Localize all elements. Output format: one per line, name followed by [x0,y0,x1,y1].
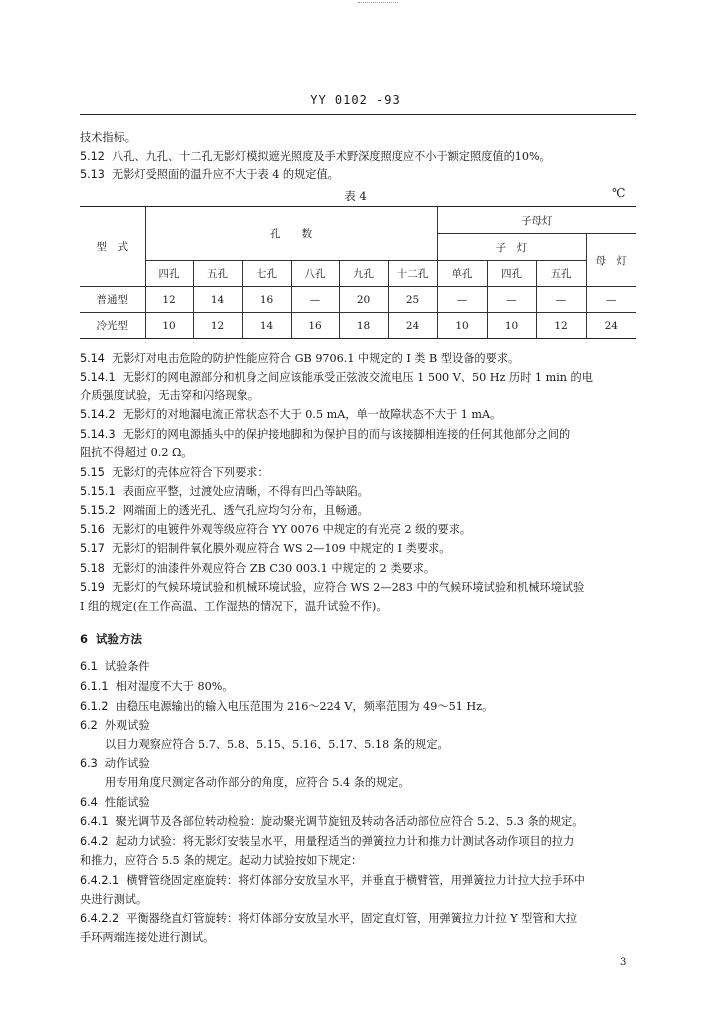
paragraph-indented: 以目力观察应符合 5.7、5.8、5.15、5.16、5.17、5.18 条的规定。 [105,738,449,751]
table-cell: — [437,287,487,313]
table-row [80,287,636,313]
paragraph: 6.3 动作试验 [80,757,150,770]
table-unit: ℃ [612,186,626,200]
standard-code-header: YY 0102 -93 [310,93,401,107]
table-cell: 10 [487,313,536,339]
table-cell: 16 [242,287,291,313]
paragraph: 6.1.2 由稳压电源输出的输入电压范围为 216～224 V，频率范围为 49～51 Hz。 [80,700,494,713]
table-header-holes: 孔 数 [145,207,437,261]
paragraph-5-13: 5.13 无影灯受照面的温升应不大于表 4 的规定值。 [80,168,339,181]
table-cell: — [291,287,339,313]
table-cell: 12 [145,287,193,313]
table-cell: — [586,287,636,313]
table-cell: 12 [193,313,242,339]
table-header-cell: 单孔 [437,261,487,287]
table-cell-type: 冷光型 [80,313,145,339]
table-header-cell: 四孔 [145,261,193,287]
paragraph: 技术指标。 [80,131,136,144]
paragraph-5-12: 5.12 八孔、九孔、十二孔无影灯模拟遮光照度及手术野深度照度应不小于额定照度值的10%。 [80,150,551,163]
paragraph: 6.1 试验条件 [80,660,150,673]
table-cell: 14 [193,287,242,313]
paragraph-continuation: 和推力，应符合 5.5 条的规定。起动力试验按如下规定： [80,854,363,867]
paragraph: 5.19 无影灯的气候环境试验和机械环境试验，应符合 WS 2—283 中的气候环境试验和机械环境试验 [80,581,585,594]
table-cell: 14 [242,313,291,339]
paragraph: 6.4.1 聚光调节及各部位转动检验：旋动聚光调节旋钮及转动各活动部位应符合 5.2、5.3 条的规定。 [80,815,584,828]
table-header-cell: 八孔 [291,261,339,287]
table-cell: 25 [388,287,437,313]
table-header-cell: 五孔 [536,261,586,287]
table-title: 表 4 [344,189,367,203]
paragraph-continuation: Ⅰ 组的规定(在工作高温、工作湿热的情况下，温升试验不作)。 [80,600,388,613]
page-number: 3 [620,957,627,968]
table-header-cell: 四孔 [487,261,536,287]
table-header-child-lamp: 子 灯 [437,234,586,261]
paragraph-continuation: 介质强度试验，无击穿和闪络现象。 [80,389,260,402]
table-row [80,313,636,339]
table-cell: — [536,287,586,313]
scan-artifact [358,2,398,3]
paragraph: 5.16 无影灯的电镀件外观等级应符合 YY 0076 中规定的有光亮 2 级的要求。 [80,523,472,536]
table-cell: 10 [145,313,193,339]
paragraph-continuation: 央进行测试。 [80,893,148,906]
table-cell: 20 [339,287,388,313]
table-header-cell: 七孔 [242,261,291,287]
paragraph: 6.4.2.2 平衡器绕直灯管旋转：将灯体部分安放呈水平，固定直灯管，用弹簧拉力计拉 Y 型管和大拉 [80,912,578,925]
paragraph: 5.14 无影灯对电击危险的防护性能应符合 GB 9706.1 中规定的 Ⅰ 类 B 型设备的要求。 [80,352,520,365]
table-cell: 18 [339,313,388,339]
table-header-cell: 五孔 [193,261,242,287]
section-heading-6: 6 试验方法 [80,632,143,646]
table-cell: — [487,287,536,313]
paragraph: 5.14.2 无影灯的对地漏电流正常状态不大于 0.5 mA，单一故障状态不大于 1 mA。 [80,408,502,421]
table-header-cell: 十二孔 [388,261,437,287]
paragraph: 5.17 无影灯的铝制件氧化膜外观应符合 WS 2—109 中规定的 Ⅰ 类要求。 [80,542,451,555]
table-header-type: 型 式 [80,207,145,287]
paragraph: 6.2 外观试验 [80,719,150,732]
temperature-rise-table [80,206,636,339]
paragraph-continuation: 阻抗不得超过 0.2 Ω。 [80,446,193,459]
paragraph: 6.4.2 起动力试验：将无影灯安装呈水平，用量程适当的弹簧拉力计和推力计测试各动作项目的拉力 [80,835,575,848]
paragraph: 5.15 无影灯的壳体应符合下列要求： [80,466,269,479]
paragraph: 6.1.1 相对湿度不大于 80%。 [80,680,234,693]
table-cell: 10 [437,313,487,339]
paragraph: 6.4 性能试验 [80,796,150,809]
table-cell: 24 [586,313,636,339]
table-cell-type: 普通型 [80,287,145,313]
paragraph: 5.18 无影灯的油漆件外观应符合 ZB C30 003.1 中规定的 2 类要求。 [80,562,436,575]
table-cell: 16 [291,313,339,339]
paragraph-continuation: 手环两端连接处进行测试。 [80,931,215,944]
paragraph: 5.15.2 网端面上的透光孔、透气孔应均匀分布，且畅通。 [80,504,369,517]
table-header-mother-lamp: 母 灯 [586,234,636,287]
table-cell: 24 [388,313,437,339]
table-header-mother-child: 子母灯 [437,207,636,234]
paragraph: 5.15.1 表面应平整，过渡处应清晰，不得有凹凸等缺陷。 [80,485,369,498]
paragraph: 5.14.1 无影灯的网电源部分和机身之间应该能承受正弦波交流电压 1 500 V、50 Hz 历时 1 min 的电 [80,371,593,384]
table-cell: 12 [536,313,586,339]
table-header-cell: 九孔 [339,261,388,287]
paragraph: 5.14.3 无影灯的网电源插头中的保护接地脚和为保护目的而与该接脚相连接的任何其他部分之间的 [80,428,571,441]
paragraph-indented: 用专用角度尺测定各动作部分的角度，应符合 5.4 条的规定。 [105,776,410,789]
header-rule [80,114,636,115]
paragraph: 6.4.2.1 横臂管绕固定座旋转：将灯体部分安放呈水平，并垂直于横臂管，用弹簧拉力计拉大拉手环中 [80,874,585,887]
